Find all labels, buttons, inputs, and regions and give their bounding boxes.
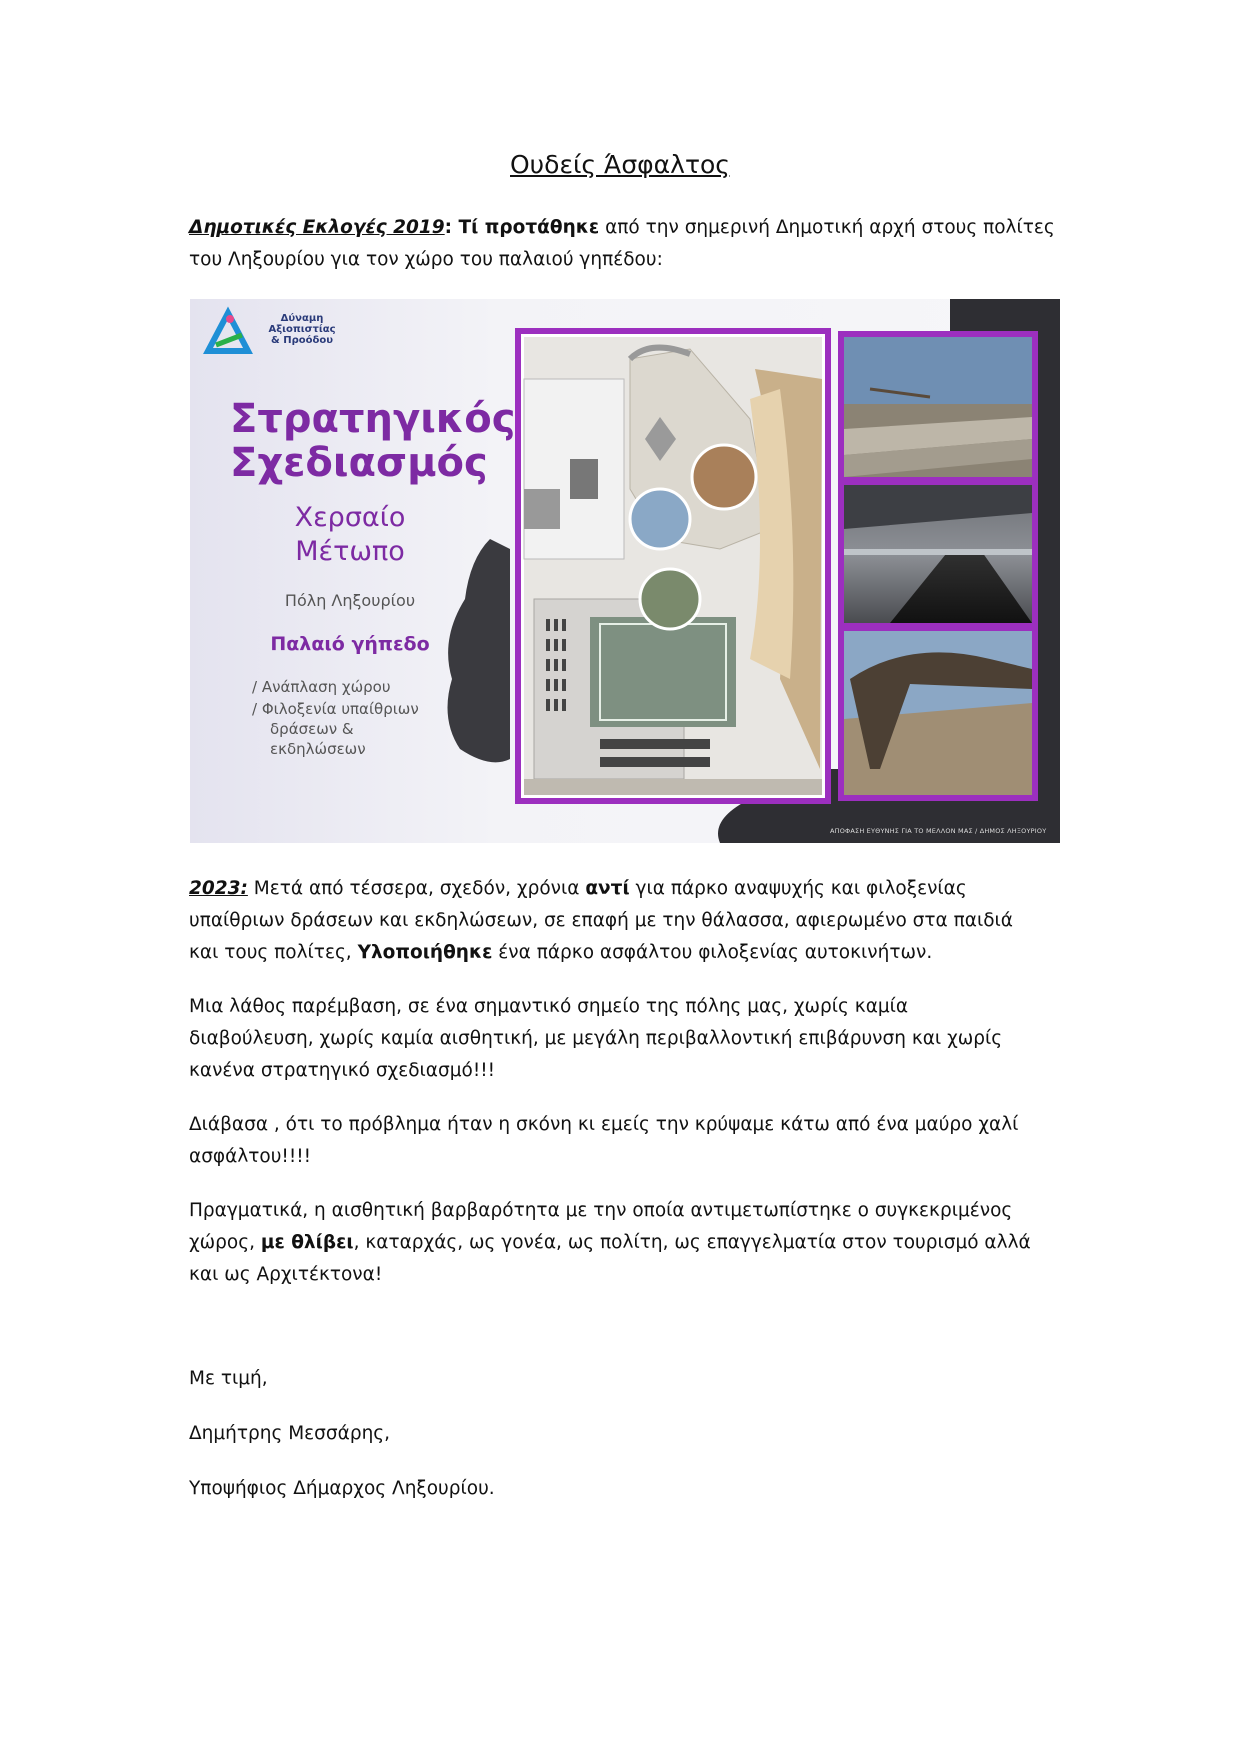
read-line2: ασφάλτου!!!!	[189, 1146, 312, 1167]
render-panel-3	[844, 631, 1032, 795]
signature-role: Υποψήφιος Δήμαρχος Ληξουρίου.	[189, 1478, 495, 1499]
year-2023: 2023:	[189, 878, 248, 899]
intro-colon: :	[444, 217, 459, 238]
read-line1: Διάβασα , ότι το πρόβλημα ήταν η σκόνη κι εμείς την κρύψαμε κάτω από ένα μαύρο χαλί	[189, 1114, 1019, 1135]
poster-city: Πόλη Ληξουρίου	[284, 591, 416, 610]
intro-rest: από την σημερινή Δημοτική αρχή στους πολίτες	[599, 217, 1055, 238]
poster-subheading	[230, 501, 470, 569]
signature-name: Δημήτρης Μεσσάρης,	[189, 1423, 391, 1444]
logo-line2: & Προόδου	[271, 335, 333, 346]
intro-line2: του Ληξουρίου για τον χώρο του παλαιού γηπέδου:	[189, 249, 663, 270]
poster-bullet-2: / Φιλοξενία υπαίθριων	[252, 700, 419, 718]
sub-line2: Μέτωπο	[295, 536, 405, 567]
intro-lead: Δημοτικές Εκλογές 2019	[189, 217, 445, 238]
p2023-text-a1: Μετά από τέσσερα, σχεδόν, χρόνια	[247, 878, 586, 899]
logo-icon	[208, 313, 248, 351]
poster-footer: ΑΠΟΦΑΣΗ ΕΥΘΥΝΗΣ ΓΙΑ ΤΟ ΜΕΛΛΟΝ ΜΑΣ / ΔΗΜΟΣ ΛΗΞΟΥΡΙΟΥ	[830, 827, 1047, 835]
p2023-bold-implemented: Υλοποιήθηκε	[357, 942, 493, 963]
poster-heading	[230, 396, 516, 486]
p2023-line2: υπαίθριων δράσεων και εκδηλώσεων, σε επαφή με την θάλασσα, αφιερωμένο στα παιδιά	[189, 910, 1013, 931]
closing-regards: Με τιμή,	[189, 1368, 268, 1389]
p2023-bold-anti: αντί	[585, 878, 630, 899]
p2023-line3a: και τους πολίτες,	[189, 942, 358, 963]
really-bold-saddens: με θλίβει	[260, 1232, 354, 1253]
poster-logo-text	[252, 313, 352, 346]
sub-line1: Χερσαίο	[294, 502, 406, 533]
paragraph-really	[189, 1195, 1059, 1291]
intro-paragraph	[189, 212, 1059, 276]
paragraph-2023	[189, 873, 1059, 969]
mistake-line2: διαβούλευση, χωρίς καμία αισθητική, με μεγάλη περιβαλλοντική επιβάρυνση και χωρίς	[189, 1028, 1003, 1049]
paragraph-mistake	[189, 991, 1059, 1087]
site-plan-graphic	[524, 337, 822, 795]
really-line2c: , καταρχάς, ως γονέα, ως πολίτη, ως επαγγελματία στον τουρισμό αλλά	[353, 1232, 1031, 1253]
p2023-text-a2: για πάρκο αναψυχής και φιλοξενίας	[629, 878, 967, 899]
really-line1: Πραγματικά, η αισθητική βαρβαρότητα με την οποία αντιμετωπίστηκε ο συγκεκριμένος	[189, 1200, 1013, 1221]
logo-line1: Δύναμη Αξιοπιστίας	[268, 313, 336, 335]
render-panel-2	[844, 485, 1032, 623]
document-title: Ουδείς Άσφαλτος	[510, 150, 730, 179]
poster-bullet-1: / Ανάπλαση χώρου	[252, 678, 391, 696]
poster-graphic	[190, 299, 1060, 843]
intro-bold: Τί προτάθηκε	[458, 217, 600, 238]
poster-site: Παλαιό γήπεδο	[270, 633, 430, 655]
really-line3: και ως Αρχιτέκτονα!	[189, 1264, 383, 1285]
p2023-line3c: ένα πάρκο ασφάλτου φιλοξενίας αυτοκινήτων.	[492, 942, 933, 963]
really-line2a: χώρος,	[189, 1232, 261, 1253]
heading-line2: Σχεδιασμός	[230, 440, 488, 486]
mistake-line3: κανένα στρατηγικό σχεδιασμό!!!	[189, 1060, 496, 1081]
heading-line1: Στρατηγικός	[230, 396, 516, 442]
poster-bullet-3: δράσεων &	[270, 720, 354, 738]
poster-bullet-4: εκδηλώσεων	[270, 740, 366, 758]
render-panel-1	[844, 337, 1032, 477]
mistake-line1: Μια λάθος παρέμβαση, σε ένα σημαντικό σημείο της πόλης μας, χωρίς καμία	[189, 996, 909, 1017]
campaign-poster-image	[190, 299, 1060, 843]
paragraph-read	[189, 1109, 1059, 1173]
